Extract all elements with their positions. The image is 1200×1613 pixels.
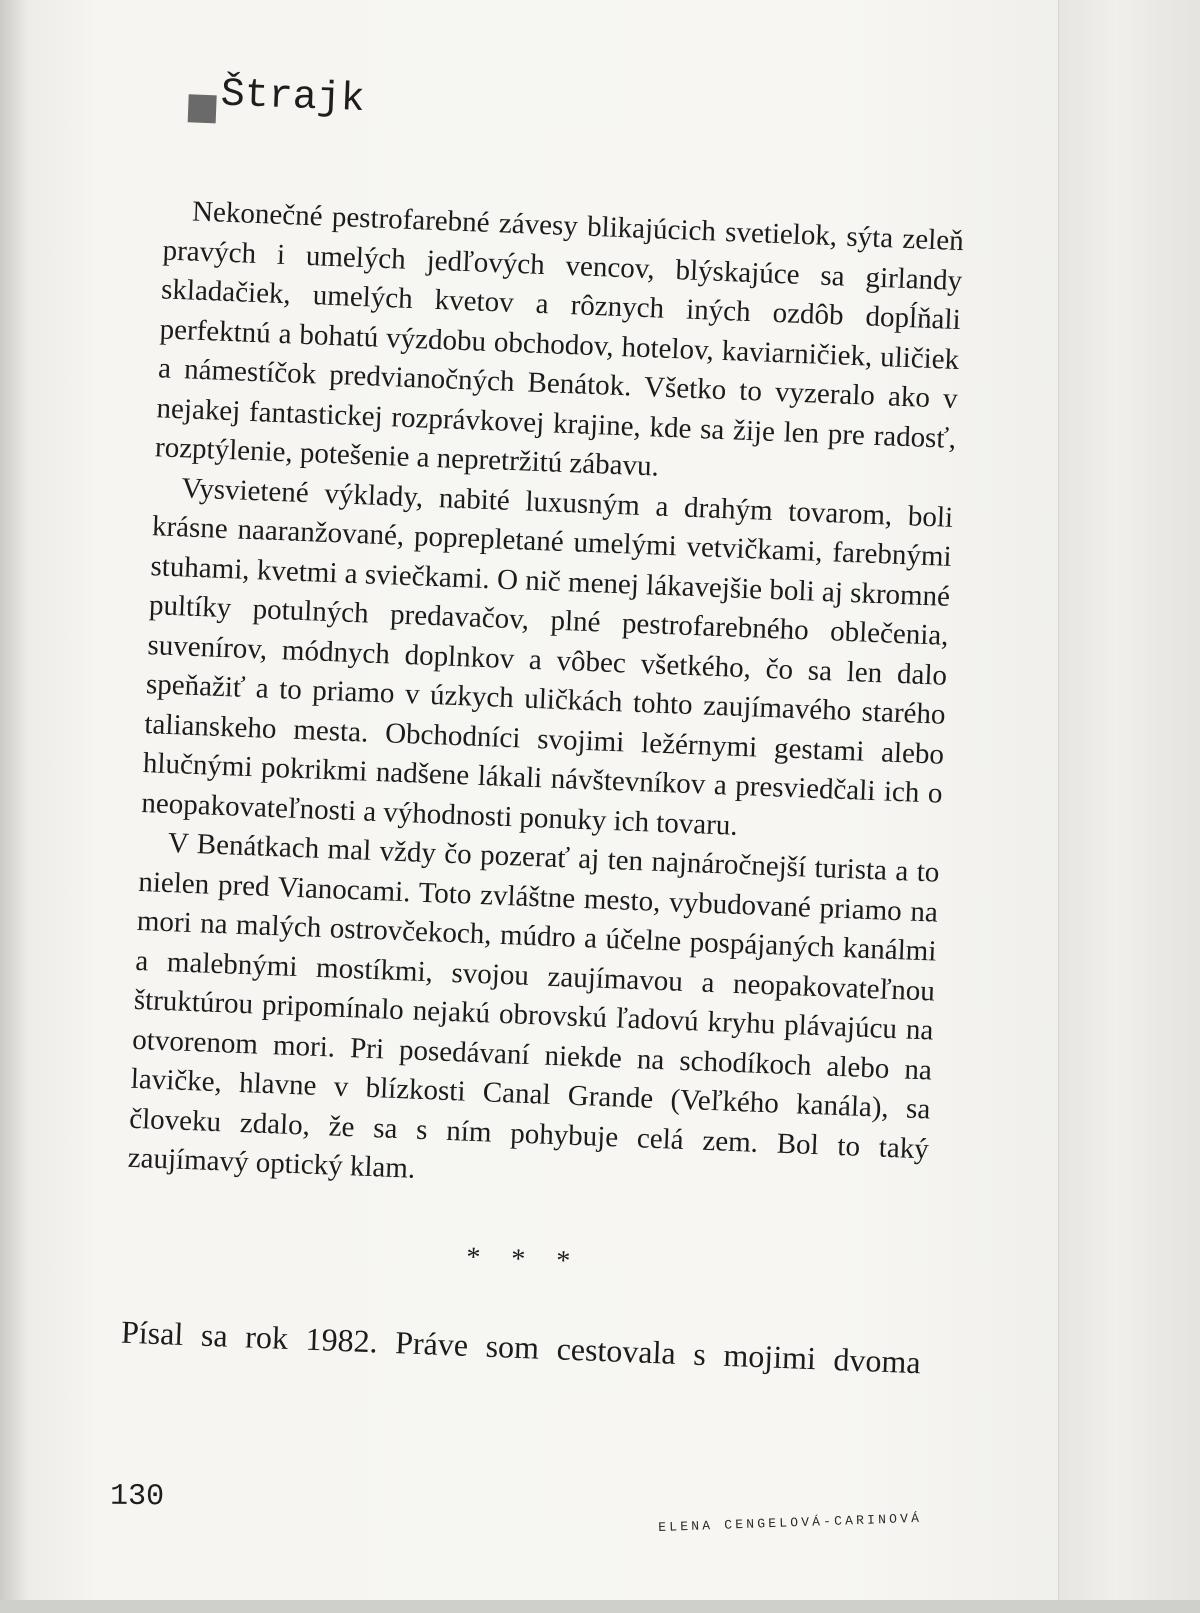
chapter-title: Štrajk <box>219 72 366 124</box>
paragraph-1: Nekonečné pestrofarebné závesy blikajúcich svetielok, sýta zeleň pravých i umelých jedľových vencov, blýskajúce sa girlandy skladačiek, umelých kvetov a rôznych iných ozdôb dopĺňali perfektnú a bohatú výzdobu obchodov, hotelov, kaviarničiek, uličiek a námestíčok predvianočných Benátok. Všetko to vyzeralo ako v nejakej fantastickej rozprávkovej krajine, kde sa žije len pre radosť, rozptýlenie, potešenie a nepretržitú zábavu. <box>154 195 965 483</box>
section-separator: * * * <box>465 1241 583 1277</box>
paragraph-2: Vysvietené výklady, nabité luxusným a drahým tovarom, boli krásne naaranžované, poprepletané umelými vetvičkami, farebnými stuhami, kvetmi a sviečkami. O nič menej lákavejšie boli aj skromné pultíky potulných predavačov, plné pestrofarebného oblečenia, suvenírov, módnych doplnkov a vôbec všetkého, čo sa len dalo speňažiť a to priamo v úzkych uličkách tohto zaujímavého starého talianskeho mesta. Obchodníci svojimi ležérnymi gestami alebo hlučnými pokrikmi nadšene lákali návštevníkov a presviedčali ich o neopakovateľnosti a výhodnosti ponuky ich tovaru. <box>140 471 954 842</box>
body-text <box>120 191 964 1382</box>
chapter-heading <box>188 72 366 123</box>
next-section-paragraph: Písal sa rok 1982. Práve som cestovala s mojimi dvoma <box>120 1313 922 1381</box>
author-footer: ELENA CENGELOVÁ-CARINOVÁ <box>658 1510 923 1535</box>
next-page-edge <box>1058 0 1200 1600</box>
text-block <box>72 60 1010 1613</box>
heading-square-icon <box>188 94 217 123</box>
page-number: 130 <box>109 1479 165 1515</box>
binding-shadow <box>0 0 28 1600</box>
paragraph-3: V Benátkach mal vždy čo pozerať aj ten najnáročnejší turista a to nielen pred Vianocami. Toto zvláštne mesto, vybudované priamo na mori na malých ostrovčekoch, múdro a účelne pospájaných kanálmi a malebnými mostíkmi, svojou zaujímavou a neopakovateľnou štruktúrou pripomínalo nejakú obrovskú ľadovú kryhu plávajúcu na otvorenom mori. Pri posedávaní niekde na schodíkoch alebo na lavičke, hlavne v blízkosti Canal Grande (Veľkého kanála), sa človeku zdalo, že sa s ním pohybuje celá zem. Bol to taký zaujímavý optický klam. <box>127 827 941 1185</box>
